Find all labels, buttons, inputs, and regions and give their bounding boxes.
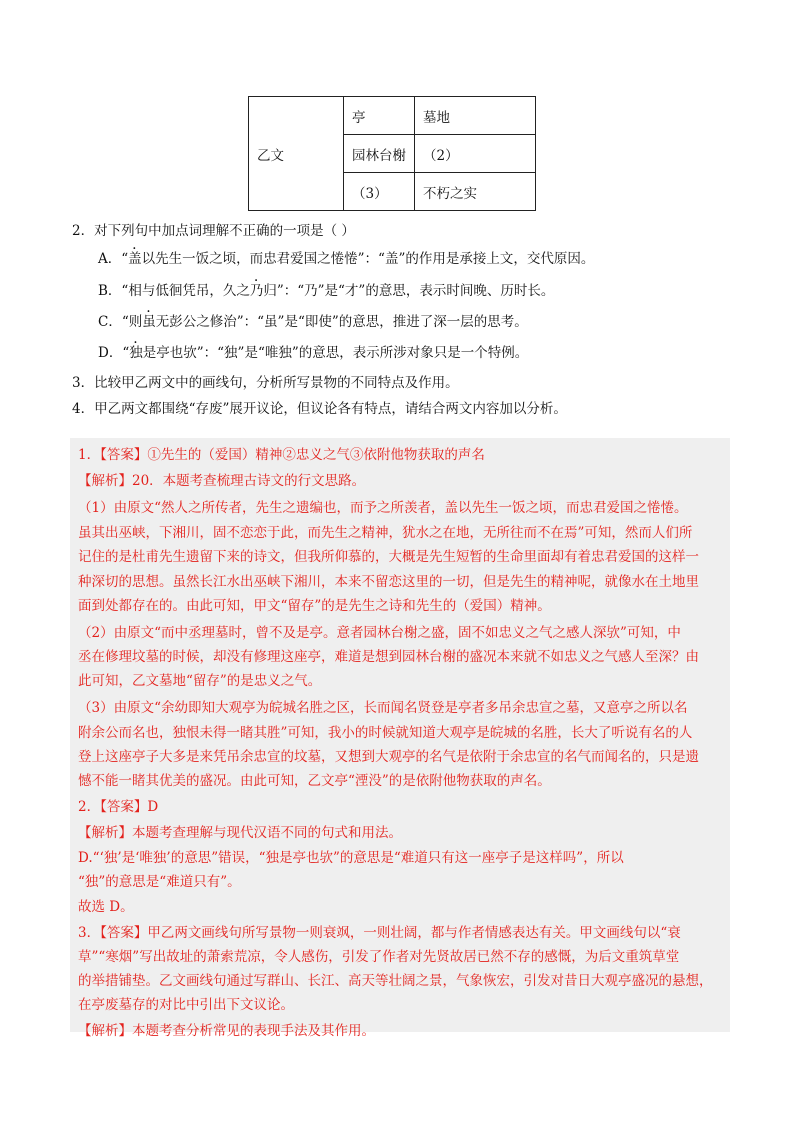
- answer-line: 的举措铺垫。乙文画线句通过写群山、长江、高天等壮阔之景，气象恢宏，引发对昔日大观亭盛况的悬想，: [78, 973, 713, 989]
- answer-line: 憾不能一睹其优美的盛况。由此可知，乙文亭“湮没”的是依附他物获取的声名。: [78, 773, 551, 789]
- question-2-option-a: [98, 250, 594, 268]
- option-text: 以先生一饭之顷，而忠君爱国之惓惓”：“盖”的作用是承接上文，交代原因。: [141, 251, 595, 267]
- question-4: 4．甲乙两文都围绕“存废”展开议论，但议论各有特点，请结合两文内容加以分析。: [72, 401, 567, 417]
- answer-line: 3．【答案】甲乙两文画线句所写景物一则衰飒，一则壮阔，都与作者情感表达有关。甲文画线句以“衰: [78, 925, 681, 941]
- table-cell: 亭: [344, 97, 415, 135]
- question-2-stem: 2．对下列句中加点词理解不正确的一项是（ ）: [72, 223, 355, 239]
- option-text: “则: [121, 314, 143, 330]
- answer-line: 面到处都存在的。由此可知，甲文“留存”的是先生之诗和先生的（爱国）精神。: [78, 598, 551, 614]
- answer-line: 丞在修理坟墓的时候，却没有修理这座亭，难道是想到园林台榭的盛况本来就不如忠义之气感人至深？由: [78, 649, 699, 665]
- table-cell: 墓地: [415, 97, 536, 135]
- dotted-word: 乃: [249, 283, 264, 299]
- table-cell: （2）: [415, 135, 536, 173]
- option-letter: B．: [98, 283, 122, 299]
- answer-line: 【解析】本题考查分析常见的表现手法及其作用。: [78, 1023, 375, 1039]
- answer-line: 虽其出巫峡，下湘川，固不恋恋于此，而先生之精神，犹水之在地，无所往而不在焉”可知，然而人们所: [78, 525, 693, 541]
- option-text: “相与低徊凭吊，久之: [121, 283, 250, 299]
- comparison-table: [248, 96, 536, 211]
- table-cell: 不朽之实: [415, 173, 536, 211]
- option-letter: A．: [98, 251, 122, 267]
- dotted-word: 独: [129, 345, 143, 361]
- answer-line: 在亭废墓存的对比中引出下文议论。: [78, 997, 294, 1013]
- answer-line: D.“‘独’是‘唯独’的意思”错误，“独是亭也欤”的意思是“难道只有这一座亭子是这样吗”，所以: [78, 850, 624, 866]
- answer-line: 此可知，乙文墓地“留存”的是忠义之气。: [78, 673, 322, 689]
- option-text: “: [122, 345, 130, 361]
- table-cell: （3）: [344, 173, 415, 211]
- option-text: 无彭公之修治”：“虽”是“即使”的意思，推进了深一层的思考。: [155, 314, 528, 330]
- option-text: “: [121, 251, 129, 267]
- option-letter: D．: [98, 345, 123, 361]
- answer-line: 登上这座亭子大多是来凭吊余忠宣的坟墓，又想到大观亭的名气是依附于余忠宣的名气而闻名的，只是遗: [78, 749, 699, 765]
- answer-line: “独”的意思是“难道只有”。: [78, 874, 241, 890]
- option-text: 是亭也欤”：“独”是“唯独”的意思，表示所涉对象只是一个特例。: [142, 345, 529, 361]
- answer-line: 种深切的思想。虽然长江水出巫峡下湘川，本来不留恋这里的一切，但是先生的精神呢，就像水在土地里: [78, 574, 699, 590]
- dotted-word: 盖: [128, 251, 142, 267]
- answer-line: 1．【答案】①先生的（爱国）精神②忠义之气③依附他物获取的声名: [78, 447, 485, 463]
- answer-line: 【解析】20．本题考查梳理古诗文的行文思路。: [78, 473, 366, 489]
- table-row-header: 乙文: [249, 97, 344, 211]
- answer-section: [70, 438, 730, 1039]
- option-letter: C．: [98, 314, 122, 330]
- question-3: 3．比较甲乙两文中的画线句，分析所写景物的不同特点及作用。: [72, 375, 459, 391]
- question-2-option-c: [98, 313, 528, 331]
- answer-line: （2）由原文“而中丞理墓时，曾不及是亭。意者园林台榭之盛，固不如忠义之气之感人深欤”可知，中: [78, 625, 681, 641]
- dotted-word: 虽: [142, 314, 156, 330]
- answer-line: 草”“寒烟”写出故址的萧索荒凉，令人感伤，引发了作者对先贤故居已然不存的感慨，为后文重筑草堂: [78, 949, 680, 965]
- answer-line: 【解析】本题考查理解与现代汉语不同的句式和用法。: [78, 825, 402, 841]
- answer-line: 故选 D。: [78, 899, 134, 915]
- question-2-option-d: [98, 344, 528, 362]
- answer-line: 附余公而名也，独恨未得一睹其胜”可知，我小的时候就知道大观亭是皖城的名胜，长大了听说有名的人: [78, 725, 693, 741]
- answer-line: （3）由原文“余幼即知大观亭为皖城名胜之区，长而闻名贤登是亭者多吊余忠宣之墓，又意亭之所以名: [78, 700, 688, 716]
- answer-line: 2．【答案】D: [78, 799, 159, 815]
- table-cell: 园林台榭: [344, 135, 415, 173]
- answer-line: 记住的是杜甫先生遗留下来的诗文，但我所仰慕的，大概是先生短暂的生命里面却有着忠君爱国的这样一: [78, 549, 699, 565]
- table-row: [249, 97, 536, 135]
- option-text: 归”：“乃”是“才”的意思，表示时间晚、历时长。: [263, 283, 555, 299]
- question-2-option-b: [98, 282, 554, 300]
- answer-line: （1）由原文“然人之所传者，先生之遗编也，而予之所羡者，盖以先生一饭之顷，而忠君爱国之惓惓。: [78, 500, 688, 516]
